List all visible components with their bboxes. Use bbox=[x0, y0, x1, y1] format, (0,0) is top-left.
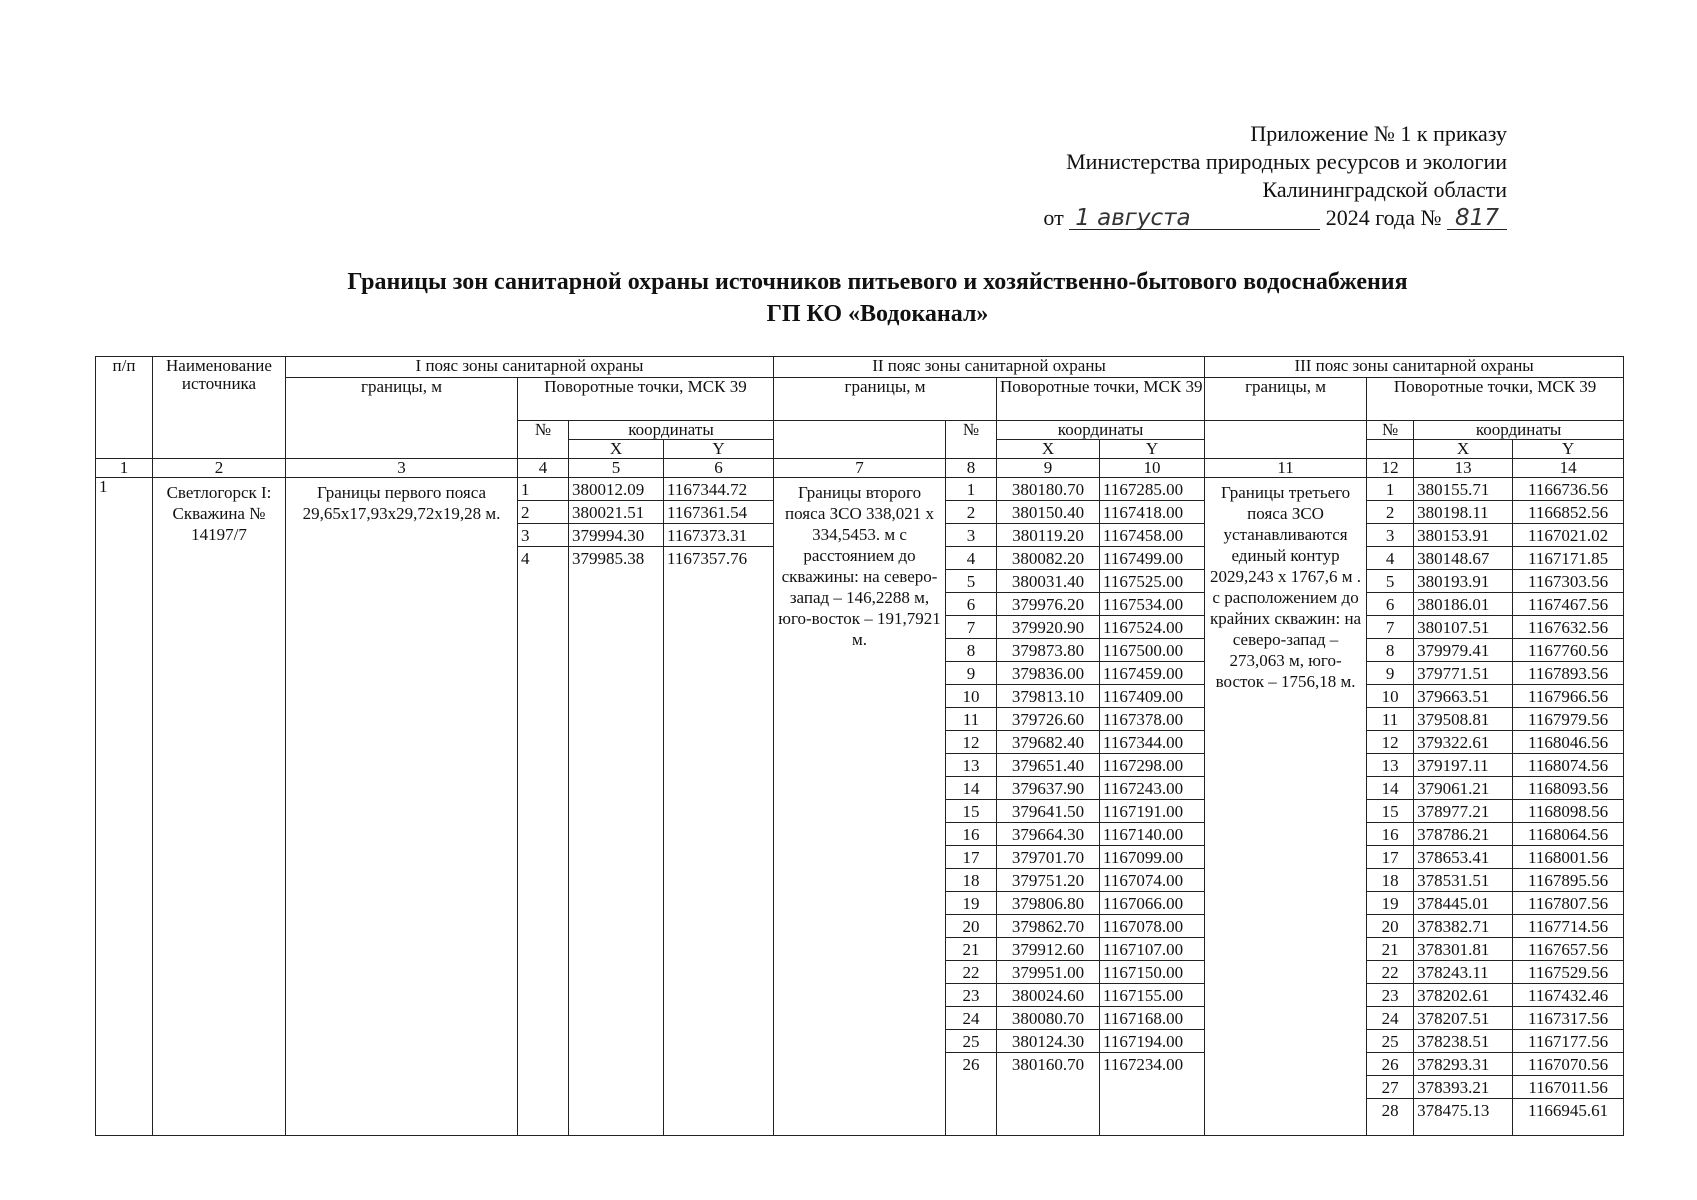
belt2-point-y: 1167099.00 bbox=[1100, 846, 1204, 869]
belt2-point-x: 379951.00 bbox=[997, 961, 1099, 984]
belt2-y-column bbox=[1100, 478, 1205, 1136]
header-belt3-blank bbox=[1205, 421, 1367, 459]
header-belt2-x: X bbox=[997, 440, 1100, 459]
belt2-point-x: 379912.60 bbox=[997, 938, 1099, 961]
column-number: 6 bbox=[664, 459, 774, 478]
column-number: 12 bbox=[1367, 459, 1414, 478]
belt2-point-num: 11 bbox=[946, 708, 996, 731]
belt3-y-column bbox=[1513, 478, 1624, 1136]
column-number: 10 bbox=[1100, 459, 1205, 478]
belt2-point-num: 18 bbox=[946, 869, 996, 892]
header-belt-3: III пояс зоны санитарной охраны bbox=[1205, 357, 1624, 378]
belt1-point-x: 380021.51 bbox=[569, 501, 663, 524]
belt3-point-x: 380148.67 bbox=[1414, 547, 1512, 570]
belt3-description: Границы третьего пояса ЗСО устанавливаются единый контур 2029,243 х 1767,6 м . с расположением до крайних скважин: на северо-запад – 273,063 м, юго-восток – 1756,18 м. bbox=[1205, 478, 1367, 1136]
header-belt3-coordinates: координаты bbox=[1414, 421, 1624, 440]
belt2-point-num: 1 bbox=[946, 478, 996, 501]
belt2-point-x: 379726.60 bbox=[997, 708, 1099, 731]
header-belt3-x: X bbox=[1414, 440, 1513, 459]
header-belt2-num: № bbox=[946, 421, 997, 459]
column-number: 5 bbox=[569, 459, 664, 478]
belt3-point-y: 1167966.56 bbox=[1513, 685, 1623, 708]
belt2-point-x: 379806.80 bbox=[997, 892, 1099, 915]
belt3-point-num: 3 bbox=[1367, 524, 1413, 547]
belt3-point-y: 1167714.56 bbox=[1513, 915, 1623, 938]
belt3-point-num: 11 bbox=[1367, 708, 1413, 731]
belt2-point-num: 17 bbox=[946, 846, 996, 869]
belt3-point-num: 27 bbox=[1367, 1076, 1413, 1099]
header-belt2-turning-points: Поворотные точки, МСК 39 bbox=[997, 378, 1205, 421]
belt2-point-x: 380082.20 bbox=[997, 547, 1099, 570]
belt3-point-x: 378382.71 bbox=[1414, 915, 1512, 938]
belt2-point-y: 1167298.00 bbox=[1100, 754, 1204, 777]
header-belt3-num-blank bbox=[1367, 440, 1414, 459]
belt3-point-x: 378653.41 bbox=[1414, 846, 1512, 869]
source-name: Светлогорск I: Скважина № 14197/7 bbox=[153, 478, 286, 1136]
belt2-point-y: 1167066.00 bbox=[1100, 892, 1204, 915]
belt1-point-y: 1167344.72 bbox=[664, 478, 773, 501]
header-belt1-x: X bbox=[569, 440, 664, 459]
belt1-y-column bbox=[664, 478, 774, 1136]
belt3-point-y: 1167171.85 bbox=[1513, 547, 1623, 570]
belt3-point-y: 1168001.56 bbox=[1513, 846, 1623, 869]
belt2-point-y: 1167234.00 bbox=[1103, 1055, 1184, 1074]
header-source-name: Наименование источника bbox=[153, 357, 286, 459]
belt2-point-num: 25 bbox=[946, 1030, 996, 1053]
belt2-point-y: 1167524.00 bbox=[1100, 616, 1204, 639]
header-belt3-y: Y bbox=[1513, 440, 1624, 459]
belt2-point-y: 1167418.00 bbox=[1100, 501, 1204, 524]
belt2-point-y: 1167140.00 bbox=[1100, 823, 1204, 846]
belt3-point-x: 378243.11 bbox=[1414, 961, 1512, 984]
belt3-point-x: 378393.21 bbox=[1414, 1076, 1512, 1099]
belt3-point-y: 1167529.56 bbox=[1513, 961, 1623, 984]
title-line-1: Границы зон санитарной охраны источников питьевого и хозяйственно-бытового водоснабжения bbox=[347, 269, 1408, 295]
belt3-point-num: 16 bbox=[1367, 823, 1413, 846]
table-row bbox=[96, 478, 1624, 1136]
belt2-point-y: 1167378.00 bbox=[1100, 708, 1204, 731]
belt3-point-y: 1167317.56 bbox=[1513, 1007, 1623, 1030]
belt2-point-x: 379682.40 bbox=[997, 731, 1099, 754]
title-line-2: ГП КО «Водоканал» bbox=[766, 301, 989, 327]
belt3-point-x: 379322.61 bbox=[1414, 731, 1512, 754]
belt2-point-y: 1167499.00 bbox=[1100, 547, 1204, 570]
annex-date-line bbox=[947, 204, 1507, 232]
belt2-point-x: 380124.30 bbox=[997, 1030, 1099, 1053]
belt2-point-x: 380150.40 bbox=[997, 501, 1099, 524]
belt3-point-x: 379197.11 bbox=[1414, 754, 1512, 777]
header-pp: п/п bbox=[96, 357, 153, 459]
handwritten-order-number: 817 bbox=[1447, 207, 1507, 230]
belt1-description: Границы первого пояса 29,65х17,93х29,72х19,28 м. bbox=[286, 478, 518, 1136]
belt2-point-y: 1167194.00 bbox=[1100, 1030, 1204, 1053]
belt1-point-num: 2 bbox=[518, 501, 568, 524]
belt2-point-y: 1167168.00 bbox=[1100, 1007, 1204, 1030]
belt2-point-x: 380031.40 bbox=[997, 570, 1099, 593]
belt2-point-y: 1167534.00 bbox=[1100, 593, 1204, 616]
belt2-point-y: 1167409.00 bbox=[1100, 685, 1204, 708]
belt2-point-y: 1167285.00 bbox=[1100, 478, 1204, 501]
belt2-point-y: 1167191.00 bbox=[1100, 800, 1204, 823]
document-title bbox=[90, 266, 1665, 330]
belt3-point-num: 7 bbox=[1367, 616, 1413, 639]
belt3-point-y: 1166736.56 bbox=[1513, 478, 1623, 501]
belt2-point-x: 380119.20 bbox=[997, 524, 1099, 547]
belt2-point-num: 14 bbox=[946, 777, 996, 800]
header-belt1-coordinates: координаты bbox=[569, 421, 774, 440]
column-number: 2 bbox=[153, 459, 286, 478]
belt2-point-x: 379641.50 bbox=[997, 800, 1099, 823]
belt2-point-x: 379813.10 bbox=[997, 685, 1099, 708]
belt3-point-x: 380153.91 bbox=[1414, 524, 1512, 547]
belt3-point-y: 1167177.56 bbox=[1513, 1030, 1623, 1053]
belt3-point-x: 380186.01 bbox=[1414, 593, 1512, 616]
belt3-point-y: 1167467.56 bbox=[1513, 593, 1623, 616]
belt3-point-x: 380107.51 bbox=[1414, 616, 1512, 639]
belt1-point-num: 3 bbox=[518, 524, 568, 547]
row-pp: 1 bbox=[96, 478, 153, 1136]
belt1-point-num: 1 bbox=[518, 478, 568, 501]
belt3-point-num: 10 bbox=[1367, 685, 1413, 708]
belt2-point-x: 379836.00 bbox=[997, 662, 1099, 685]
belt3-point-y: 1167070.56 bbox=[1513, 1053, 1623, 1076]
column-number-row bbox=[96, 459, 1624, 478]
belt3-point-x: 380193.91 bbox=[1414, 570, 1512, 593]
belt2-point-num: 16 bbox=[946, 823, 996, 846]
header-belt3-num: № bbox=[1367, 421, 1414, 440]
belt2-point-x: 379637.90 bbox=[997, 777, 1099, 800]
belt2-point-num: 23 bbox=[946, 984, 996, 1007]
header-belt-2: II пояс зоны санитарной охраны bbox=[774, 357, 1205, 378]
belt2-point-num: 24 bbox=[946, 1007, 996, 1030]
belt3-point-y: 1167807.56 bbox=[1513, 892, 1623, 915]
belt3-point-num: 24 bbox=[1367, 1007, 1413, 1030]
belt2-point-x: 379920.90 bbox=[997, 616, 1099, 639]
belt3-point-x: 378445.01 bbox=[1414, 892, 1512, 915]
column-number: 13 bbox=[1414, 459, 1513, 478]
header-belt3-boundaries: границы, м bbox=[1205, 378, 1367, 421]
column-number: 7 bbox=[774, 459, 946, 478]
belt1-point-x: 380012.09 bbox=[569, 478, 663, 501]
belt2-point-num: 26 bbox=[962, 1055, 980, 1074]
belt3-point-x: 378293.31 bbox=[1414, 1053, 1512, 1076]
column-number: 4 bbox=[518, 459, 569, 478]
belt3-point-num: 19 bbox=[1367, 892, 1413, 915]
header-belt2-coordinates: координаты bbox=[997, 421, 1205, 440]
belt3-point-y: 1168093.56 bbox=[1513, 777, 1623, 800]
belt2-point-x: 379862.70 bbox=[997, 915, 1099, 938]
belt2-point-num: 19 bbox=[946, 892, 996, 915]
belt2-point-x: 379751.20 bbox=[997, 869, 1099, 892]
belt2-point-y: 1167078.00 bbox=[1100, 915, 1204, 938]
belt3-point-y: 1168046.56 bbox=[1513, 731, 1623, 754]
belt3-point-num: 8 bbox=[1367, 639, 1413, 662]
belt3-num-column bbox=[1367, 478, 1414, 1136]
belt2-point-num: 9 bbox=[946, 662, 996, 685]
belt2-point-y: 1167458.00 bbox=[1100, 524, 1204, 547]
from-label: от bbox=[1043, 205, 1064, 230]
header-belt3-turning-points: Поворотные точки, МСК 39 bbox=[1367, 378, 1624, 421]
belt3-point-num: 17 bbox=[1367, 846, 1413, 869]
belt2-point-num: 6 bbox=[946, 593, 996, 616]
belt3-point-x: 378301.81 bbox=[1414, 938, 1512, 961]
belt2-x-column bbox=[997, 478, 1100, 1136]
belt3-point-x: 379979.41 bbox=[1414, 639, 1512, 662]
belt1-point-y: 1167361.54 bbox=[664, 501, 773, 524]
belt3-point-num: 6 bbox=[1367, 593, 1413, 616]
belt1-x-column bbox=[569, 478, 664, 1136]
belt2-point-y: 1167074.00 bbox=[1100, 869, 1204, 892]
annex-line-3: Калининградской области bbox=[1262, 177, 1507, 202]
belt3-point-x: 378531.51 bbox=[1414, 869, 1512, 892]
column-number: 14 bbox=[1513, 459, 1624, 478]
belt3-point-num: 2 bbox=[1367, 501, 1413, 524]
belt3-point-num: 4 bbox=[1367, 547, 1413, 570]
header-belt2-boundaries: границы, м bbox=[774, 378, 997, 421]
belt2-point-x: 380024.60 bbox=[997, 984, 1099, 1007]
belt3-point-num: 9 bbox=[1367, 662, 1413, 685]
belt3-point-x: 380198.11 bbox=[1414, 501, 1512, 524]
belt3-point-y: 1167893.56 bbox=[1513, 662, 1623, 685]
header-belt1-boundaries: границы, м bbox=[286, 378, 518, 459]
belt2-point-x: 380080.70 bbox=[997, 1007, 1099, 1030]
belt2-point-num: 12 bbox=[946, 731, 996, 754]
belt3-point-x: 378207.51 bbox=[1414, 1007, 1512, 1030]
belt2-point-num: 2 bbox=[946, 501, 996, 524]
annex-line-2: Министерства природных ресурсов и экологии bbox=[1066, 149, 1507, 174]
belt3-point-num: 22 bbox=[1367, 961, 1413, 984]
belt2-point-num: 7 bbox=[946, 616, 996, 639]
order-annex-header bbox=[947, 120, 1507, 232]
belt3-point-x: 379061.21 bbox=[1414, 777, 1512, 800]
belt2-point-x: 380180.70 bbox=[997, 478, 1099, 501]
year-label: 2024 года № bbox=[1325, 205, 1442, 230]
column-number: 3 bbox=[286, 459, 518, 478]
belt2-point-num: 13 bbox=[946, 754, 996, 777]
header-belt1-y: Y bbox=[664, 440, 774, 459]
belt3-point-x: 379663.51 bbox=[1414, 685, 1512, 708]
belt3-point-x: 378475.13 bbox=[1417, 1101, 1490, 1120]
annex-line-1: Приложение № 1 к приказу bbox=[1250, 121, 1507, 146]
belt2-point-y: 1167155.00 bbox=[1100, 984, 1204, 1007]
belt2-point-num: 22 bbox=[946, 961, 996, 984]
column-number: 8 bbox=[946, 459, 997, 478]
belt2-point-y: 1167150.00 bbox=[1100, 961, 1204, 984]
belt2-point-y: 1167500.00 bbox=[1100, 639, 1204, 662]
belt2-description: Границы второго пояса ЗСО 338,021 х 334,5453. м с расстоянием до скважины: на северо-запад – 146,2288 м, юго-восток – 191,7921 м. bbox=[774, 478, 946, 1136]
belt3-point-num: 14 bbox=[1367, 777, 1413, 800]
column-number: 1 bbox=[96, 459, 153, 478]
sanitary-zones-table bbox=[95, 356, 1624, 1136]
belt3-point-y: 1167303.56 bbox=[1513, 570, 1623, 593]
belt3-point-num: 25 bbox=[1367, 1030, 1413, 1053]
belt2-point-y: 1167459.00 bbox=[1100, 662, 1204, 685]
belt2-point-num: 8 bbox=[946, 639, 996, 662]
belt3-point-x: 378238.51 bbox=[1414, 1030, 1512, 1053]
belt2-point-num: 5 bbox=[946, 570, 996, 593]
belt3-point-y: 1166945.61 bbox=[1528, 1101, 1609, 1120]
belt2-point-y: 1167344.00 bbox=[1100, 731, 1204, 754]
belt2-point-num: 20 bbox=[946, 915, 996, 938]
belt2-num-column bbox=[946, 478, 997, 1136]
belt1-num-column bbox=[518, 478, 569, 1136]
belt3-point-num: 20 bbox=[1367, 915, 1413, 938]
belt3-point-num: 28 bbox=[1381, 1101, 1399, 1120]
header-belt1-turning-points: Поворотные точки, МСК 39 bbox=[518, 378, 774, 421]
belt2-point-num: 4 bbox=[946, 547, 996, 570]
belt3-point-y: 1167432.46 bbox=[1513, 984, 1623, 1007]
belt1-point-y: 1167357.76 bbox=[667, 549, 748, 568]
belt3-point-y: 1167979.56 bbox=[1513, 708, 1623, 731]
header-belt-1: I пояс зоны санитарной охраны bbox=[286, 357, 774, 378]
header-belt1-num: № bbox=[518, 421, 569, 459]
belt3-point-y: 1167760.56 bbox=[1513, 639, 1623, 662]
header-belt2-blank bbox=[774, 421, 946, 459]
belt3-point-y: 1167657.56 bbox=[1513, 938, 1623, 961]
belt2-point-y: 1167243.00 bbox=[1100, 777, 1204, 800]
belt2-point-num: 15 bbox=[946, 800, 996, 823]
belt3-point-num: 5 bbox=[1367, 570, 1413, 593]
belt3-point-num: 1 bbox=[1367, 478, 1413, 501]
column-number: 9 bbox=[997, 459, 1100, 478]
belt2-point-y: 1167107.00 bbox=[1100, 938, 1204, 961]
belt3-point-num: 12 bbox=[1367, 731, 1413, 754]
belt3-point-y: 1167011.56 bbox=[1513, 1076, 1623, 1099]
belt3-point-x: 378786.21 bbox=[1414, 823, 1512, 846]
belt3-point-x: 379771.51 bbox=[1414, 662, 1512, 685]
belt3-point-num: 18 bbox=[1367, 869, 1413, 892]
belt1-point-x: 379994.30 bbox=[569, 524, 663, 547]
belt2-point-x: 379664.30 bbox=[997, 823, 1099, 846]
belt2-point-x: 380160.70 bbox=[1011, 1055, 1085, 1074]
belt3-point-y: 1168098.56 bbox=[1513, 800, 1623, 823]
belt3-point-num: 26 bbox=[1367, 1053, 1413, 1076]
belt1-point-x: 379985.38 bbox=[572, 549, 645, 568]
belt3-point-num: 15 bbox=[1367, 800, 1413, 823]
belt2-point-y: 1167525.00 bbox=[1100, 570, 1204, 593]
belt2-point-num: 21 bbox=[946, 938, 996, 961]
belt2-point-x: 379701.70 bbox=[997, 846, 1099, 869]
belt3-point-y: 1167632.56 bbox=[1513, 616, 1623, 639]
column-number: 11 bbox=[1205, 459, 1367, 478]
belt3-point-num: 23 bbox=[1367, 984, 1413, 1007]
belt3-point-x: 380155.71 bbox=[1414, 478, 1512, 501]
belt2-point-x: 379976.20 bbox=[997, 593, 1099, 616]
belt1-point-y: 1167373.31 bbox=[664, 524, 773, 547]
belt3-point-num: 21 bbox=[1367, 938, 1413, 961]
belt1-point-num: 4 bbox=[521, 549, 530, 568]
belt3-point-y: 1166852.56 bbox=[1513, 501, 1623, 524]
belt3-x-column bbox=[1414, 478, 1513, 1136]
belt3-point-x: 378977.21 bbox=[1414, 800, 1512, 823]
belt3-point-x: 379508.81 bbox=[1414, 708, 1512, 731]
belt3-point-x: 378202.61 bbox=[1414, 984, 1512, 1007]
belt2-point-x: 379651.40 bbox=[997, 754, 1099, 777]
handwritten-date: 1 августа bbox=[1069, 207, 1320, 230]
belt3-point-y: 1167021.02 bbox=[1513, 524, 1623, 547]
belt2-point-num: 10 bbox=[946, 685, 996, 708]
belt3-point-y: 1168064.56 bbox=[1513, 823, 1623, 846]
belt3-point-y: 1167895.56 bbox=[1513, 869, 1623, 892]
header-belt2-y: Y bbox=[1100, 440, 1205, 459]
belt3-point-num: 13 bbox=[1367, 754, 1413, 777]
belt3-point-y: 1168074.56 bbox=[1513, 754, 1623, 777]
belt2-point-x: 379873.80 bbox=[997, 639, 1099, 662]
belt2-point-num: 3 bbox=[946, 524, 996, 547]
